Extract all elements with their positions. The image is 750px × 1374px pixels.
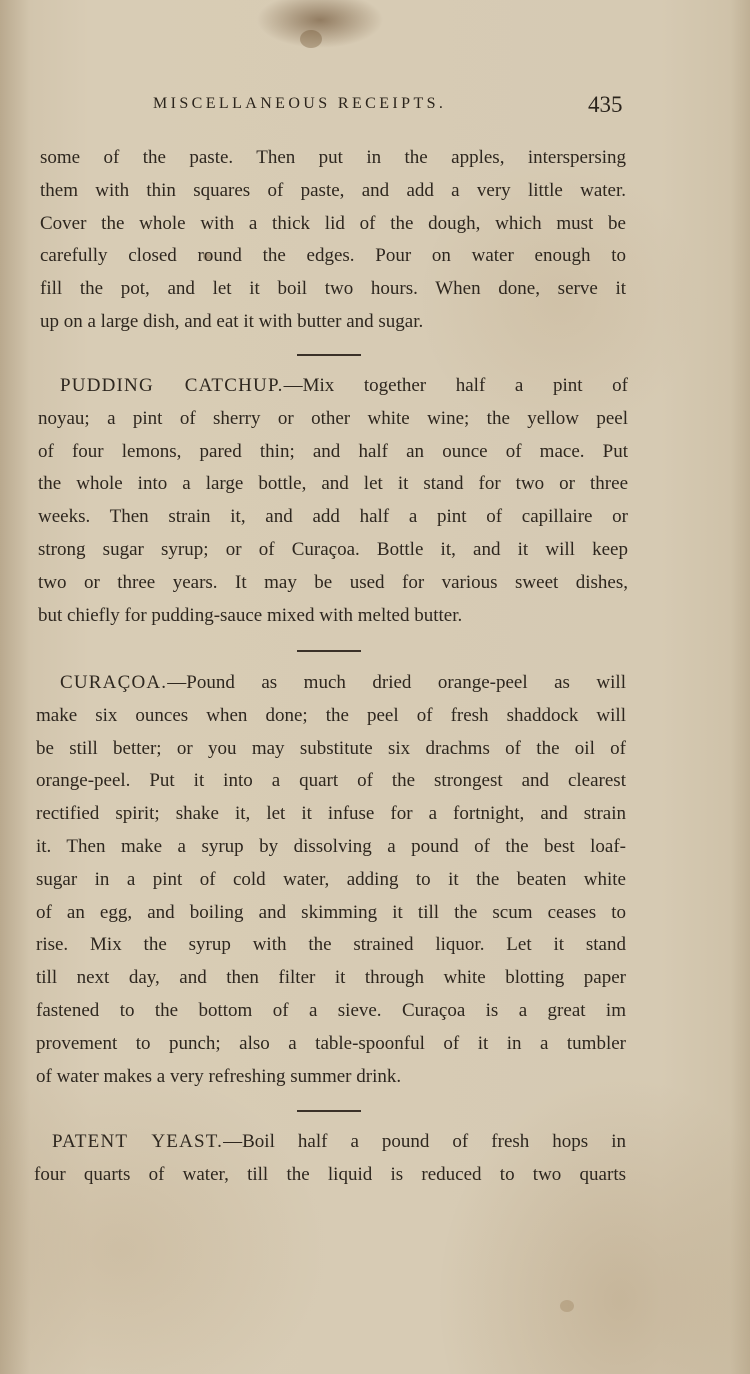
page-number: 435: [588, 92, 623, 117]
text-line: of an egg, and boiling and skimming it till the scum ceases to: [36, 901, 626, 923]
text-line: them with thin squares of paste, and add a very little water.: [40, 179, 626, 201]
text-line: [34, 1126, 626, 1159]
text-line: some of the paste. Then put in the apples, interspersing: [40, 147, 626, 168]
text-line: orange-peel. Put it into a quart of the strongest and clearest: [36, 770, 626, 792]
text-line: fill the pot, and let it boil two hours. When done, serve it: [40, 278, 626, 300]
text-line: up on a large dish, and eat it with butter and sugar.: [40, 310, 424, 332]
text-line: provement to punch; also a table-spoonful of it in a tumbler: [36, 1032, 626, 1054]
text-line: till next day, and then filter it through white blotting paper: [36, 967, 626, 989]
text-line: be still better; or you may substitute six drachms of the oil of: [36, 737, 626, 759]
stain: [560, 1300, 574, 1312]
text-line: but chiefly for pudding-sauce mixed with melted butter.: [38, 604, 463, 626]
text-line: it. Then make a syrup by dissolving a pound of the best loaf-: [36, 835, 626, 857]
recipe-heading: PATENT YEAST.: [52, 1131, 224, 1152]
heading-continuation: —Pound as much dried orange-peel as will: [167, 672, 626, 693]
text-line: noyau; a pint of sherry or other white wine; the yellow peel: [38, 407, 628, 429]
text-line: rise. Mix the syrup with the strained liquor. Let it stand: [36, 934, 626, 956]
text-line: sugar in a pint of cold water, adding to it the beaten white: [36, 868, 626, 890]
text-line: fastened to the bottom of a sieve. Curaçoa is a great im: [36, 999, 626, 1021]
section-divider: [297, 354, 361, 356]
text-line: Cover the whole with a thick lid of the dough, which must be: [40, 212, 626, 234]
page-header: [0, 92, 750, 122]
section-divider: [297, 650, 361, 652]
text-line: two or three years. It may be used for various sweet dishes,: [38, 571, 628, 593]
text-line: [36, 667, 626, 700]
stain: [300, 30, 322, 48]
heading-continuation: —Mix together half a pint of: [283, 375, 629, 396]
text-line: of four lemons, pared thin; and half an ounce of mace. Put: [38, 440, 628, 462]
section-divider: [297, 1110, 361, 1112]
recipe-heading: PUDDING CATCHUP.: [60, 375, 284, 396]
text-line: of water makes a very refreshing summer drink.: [36, 1065, 402, 1087]
text-line: rectified spirit; shake it, let it infuse for a fortnight, and strain: [36, 803, 626, 825]
text-line: the whole into a large bottle, and let it stand for two or three: [38, 473, 628, 495]
paragraph-apple-pudding-continued: [40, 142, 626, 339]
paragraph-pudding-catchup: [38, 370, 628, 632]
paragraph-patent-yeast: [34, 1126, 626, 1192]
running-title: MISCELLANEOUS RECEIPTS.: [153, 95, 447, 112]
recipe-heading: CURAÇOA.: [60, 672, 168, 693]
text-line: weeks. Then strain it, and add half a pint of capillaire or: [38, 506, 628, 528]
heading-continuation: —Boil half a pound of fresh hops in: [223, 1131, 627, 1152]
text-line: carefully closed round the edges. Pour on water enough to: [40, 245, 626, 267]
text-line: strong sugar syrup; or of Curaçoa. Bottle it, and it will keep: [38, 538, 628, 560]
text-line: make six ounces when done; the peel of fresh shaddock will: [36, 704, 626, 726]
text-line: [38, 370, 628, 403]
text-line: four quarts of water, till the liquid is reduced to two quarts: [34, 1163, 626, 1185]
paragraph-curacoa: [36, 667, 626, 1093]
